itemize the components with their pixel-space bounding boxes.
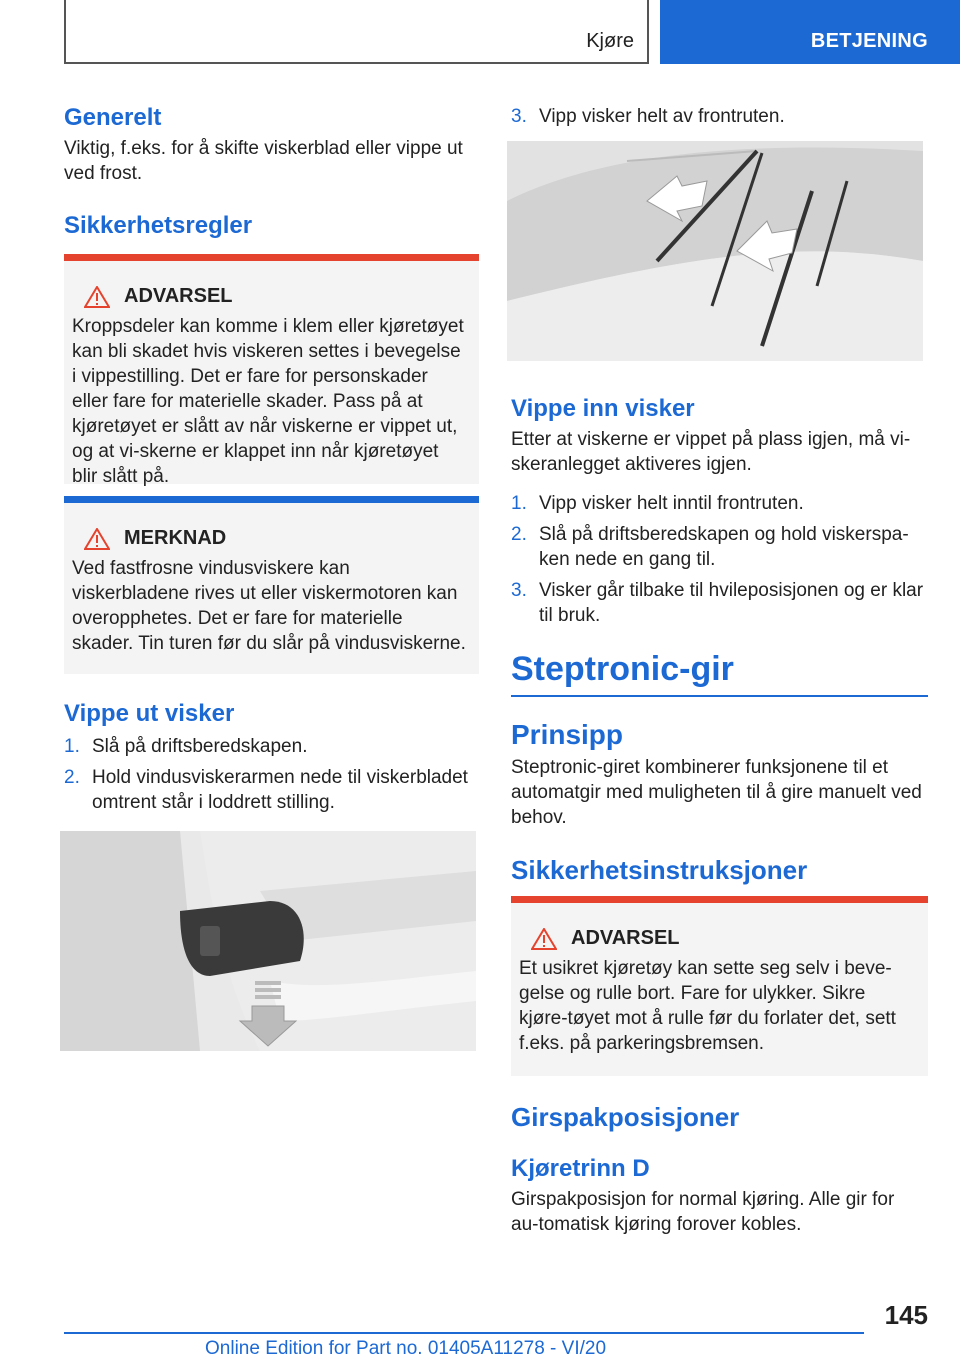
list-item: 1. Vipp visker helt inntil frontruten. xyxy=(511,493,804,514)
header-section: Kjøre xyxy=(586,30,634,52)
vippe-ut-steps xyxy=(64,734,479,815)
sikker-heading: Sikkerhetsinstruksjoner xyxy=(511,855,808,885)
warning-triangle-icon xyxy=(84,286,110,308)
vippe-inn-text: Etter at viskerne er vippet på plass igjen, må vi-skeranlegget aktiveres igjen. xyxy=(511,429,911,475)
notice-box xyxy=(64,496,479,674)
page-number: 145 xyxy=(884,1300,928,1330)
windshield-illustration xyxy=(507,141,923,361)
right-column xyxy=(511,104,926,1237)
warning-box-1 xyxy=(64,254,479,487)
vippe-ut-step-3 xyxy=(511,104,926,129)
list-item: 3. Visker går tilbake til hvileposisjonen og er klar til bruk. xyxy=(511,580,924,626)
left-column xyxy=(64,104,479,1051)
wiper-lever-image xyxy=(60,831,476,1051)
vippe-inn-heading: Vippe inn visker xyxy=(511,395,695,422)
girspak-heading: Girspakposisjoner xyxy=(511,1102,740,1132)
notice-text: Ved fastfrosne vindusviskere kan viskerbladene rives ut eller viskermotoren kan overopphetes. Det er fare for materielle skader. Tin turen før du slår på vindusviskerne. xyxy=(72,558,466,654)
warning-3-title: ADVARSEL xyxy=(571,927,680,949)
warning-triangle-icon xyxy=(531,928,557,950)
kjoretrinn-text: Girspakposisjon for normal kjøring. Alle gir for au-tomatisk kjøring forover kobles. xyxy=(511,1189,895,1235)
safety-heading: Sikkerhetsregler xyxy=(64,212,253,239)
list-item: 2. Slå på driftsberedskapen og hold viskerspa-ken nede en gang til. xyxy=(511,524,909,570)
wiper-lever-illustration xyxy=(60,831,476,1051)
warning-triangle-icon xyxy=(84,528,110,550)
prinsipp-text: Steptronic-giret kombinerer funksjonene til et automatgir med muligheten til å gire manuelt ved behov. xyxy=(511,757,922,828)
chapter-label: BETJENING xyxy=(810,30,928,52)
kjoretrinn-heading: Kjøretrinn D xyxy=(511,1155,650,1182)
list-item: 3. Vipp visker helt av frontruten. xyxy=(511,106,785,127)
warning-3-text: Et usikret kjøretøy kan sette seg selv i beve-gelse og rulle bort. Fare for ulykker. Sikre kjøre-tøyet mot å rulle før du forlater det, sett f.eks. på parkeringsbremsen. xyxy=(519,958,896,1054)
list-item: 2. Hold vindusviskerarmen nede til viskerbladet omtrent står i loddrett stilling. xyxy=(64,767,468,813)
generelt-heading: Generelt xyxy=(64,104,162,131)
footer-divider xyxy=(64,1332,864,1334)
edition-text: Online Edition for Part no. 01405A11278 - VI/20 xyxy=(205,1338,607,1359)
warning-1-text: Kroppsdeler kan komme i klem eller kjøretøyet kan bli skadet hvis viskeren settes i bevegelse i vippestilling. Det er fare for personskader eller fare for materielle skader. Pass på at kjøretøyet er slått av når viskerne er vippet ut, og at vi-skerne er klappet inn når kjøretøyet blir slått på. xyxy=(72,316,464,487)
notice-title: MERKNAD xyxy=(124,527,227,549)
warning-1-title: ADVARSEL xyxy=(124,285,233,307)
list-item: 1. Slå på driftsberedskapen. xyxy=(64,736,308,757)
vippe-ut-heading: Vippe ut visker xyxy=(64,700,235,727)
header-chapter-tab xyxy=(660,0,960,64)
warning-box-3 xyxy=(511,896,928,1076)
steptronic-heading: Steptronic-gir xyxy=(511,650,928,697)
header-frame xyxy=(64,0,649,64)
generelt-text: Viktig, f.eks. for å skifte viskerblad eller vippe ut ved frost. xyxy=(64,138,463,184)
prinsipp-heading: Prinsipp xyxy=(511,719,624,750)
windshield-image xyxy=(507,141,923,361)
vippe-inn-steps xyxy=(511,491,926,628)
